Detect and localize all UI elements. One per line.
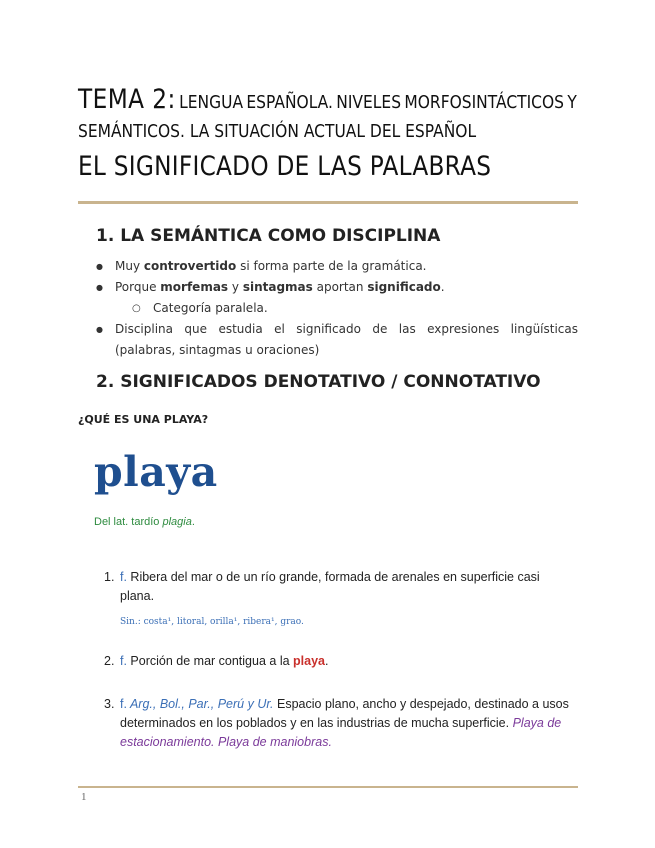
document-title	[78, 82, 578, 185]
definition-text: Porción de mar contigua a la	[126, 654, 294, 668]
text-run: .	[325, 654, 329, 668]
region-abbr-link[interactable]: Arg., Bol., Par., Perú y Ur.	[126, 697, 274, 711]
tema-label: TEMA 2:	[78, 84, 176, 115]
text-run: y	[228, 280, 243, 294]
definition-item	[104, 568, 574, 632]
text-run: Del lat. tardío	[94, 516, 163, 528]
title-word: MORFOSINTÁCTICOS	[404, 92, 564, 113]
footer-divider	[78, 786, 578, 788]
bullet-list	[96, 256, 578, 361]
grammar-abbr-link[interactable]: f.	[120, 570, 127, 584]
bold-term: controvertido	[143, 259, 237, 273]
text-run: si forma parte de la gramática.	[236, 259, 427, 273]
definition-text: Espacio plano, ancho y despejado, destinado a usos determinados en los poblados y en las industrias de mucha superficie.	[120, 697, 569, 730]
definition-item	[104, 652, 574, 671]
text-run: Muy	[115, 259, 144, 273]
etymon: plagia	[162, 516, 192, 528]
title-word: NIVELES	[336, 92, 402, 113]
definition-number: 1.	[104, 570, 115, 584]
definition-text: Ribera del mar o de un río grande, formada de arenales en superficie casi plana.	[120, 570, 540, 603]
text-run: Porque	[115, 280, 161, 294]
synonyms-links[interactable]: Sin.: costa¹, litoral, orilla¹, ribera¹, grao.	[120, 617, 304, 627]
question-label: ¿QUÉ ES UNA PLAYA?	[78, 413, 209, 426]
bold-term: morfemas	[160, 280, 229, 294]
etymology	[94, 516, 574, 528]
bold-term: sintagmas	[242, 280, 313, 294]
sub-list-item: ○ Categoría paralela.	[96, 298, 578, 319]
highlighted-word: playa	[293, 654, 325, 668]
section-heading: 1. LA SEMÁNTICA COMO DISCIPLINA	[96, 226, 441, 246]
list-item	[96, 277, 578, 298]
dictionary-entry	[94, 448, 574, 528]
text-run: aportan	[312, 280, 368, 294]
title-word: LENGUA	[179, 92, 244, 113]
text-run: .	[191, 516, 195, 528]
usage-examples: Playa de estacionamiento. Playa de maniobras.	[120, 716, 562, 749]
page-subtitle: EL SIGNIFICADO DE LAS PALABRAS	[78, 150, 492, 182]
entry-headword: playa	[94, 448, 218, 496]
title-word: ESPAÑOLA.	[246, 92, 333, 113]
grammar-abbr-link[interactable]: f.	[120, 697, 127, 711]
bold-term: significado	[367, 280, 441, 294]
definition-list	[104, 568, 574, 752]
title-word: Y	[567, 92, 577, 113]
definition-item	[104, 695, 574, 752]
header-divider	[78, 201, 578, 204]
grammar-abbr-link[interactable]: f.	[120, 654, 127, 668]
definition-number: 2.	[104, 654, 115, 668]
definition-number: 3.	[104, 697, 115, 711]
section-heading: 2. SIGNIFICADOS DENOTATIVO / CONNOTATIVO	[96, 372, 541, 392]
page-number: 1	[81, 791, 87, 803]
list-item: ● Disciplina que estudia el significado de las expresiones lingüísticas (palabras, sintagmas u oraciones)	[96, 319, 578, 361]
title-line-1	[78, 82, 577, 118]
list-item	[96, 256, 578, 277]
text-run: .	[440, 280, 445, 294]
title-line-2: SEMÁNTICOS. LA SITUACIÓN ACTUAL DEL ESPAÑOL	[78, 121, 477, 143]
